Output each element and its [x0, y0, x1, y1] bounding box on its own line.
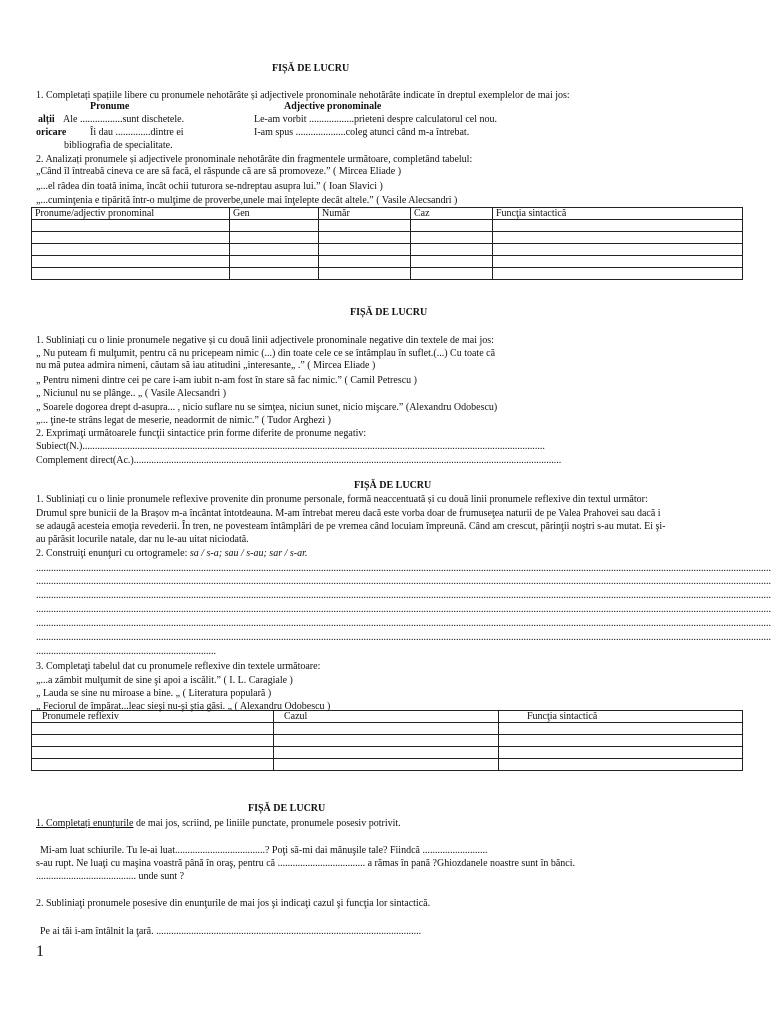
answer-line[interactable]: ......................................................................................................................................................................................................................................................................................................	[36, 576, 771, 587]
table-row	[32, 256, 743, 268]
header-cell: Funcţia sintactică	[493, 208, 743, 220]
header-cell: Pronumele reflexiv	[32, 711, 274, 723]
table-cell[interactable]	[411, 220, 493, 232]
task-1-instruction	[36, 818, 401, 829]
page-number: 1	[36, 943, 44, 960]
table-cell[interactable]	[411, 244, 493, 256]
quote-petrescu: „ Pentru nimeni dintre cei pe care i-am iubit n-am fost în stare să fac nimic.” ( Camil Petrescu )	[36, 375, 417, 386]
table-cell[interactable]	[230, 232, 319, 244]
table-cell[interactable]	[32, 759, 274, 771]
task-2-instruction: 2. Exprimaţi următoarele funcţii sintactice prin forme diferite de pronume negativ:	[36, 428, 367, 439]
table-cell[interactable]	[230, 220, 319, 232]
header-cell: Funcţia sintactică	[499, 711, 743, 723]
exercise-line-4: Pe ai tăi i-am întâlnit la ţară. ..........................................................................................................	[40, 926, 422, 937]
quote-odobescu: „ Feciorul de împărat...leac sieşi nu-şi ştia găsi. „ ( Alexandru Odobescu )	[36, 701, 331, 712]
table-cell[interactable]	[274, 735, 499, 747]
task-2-instruction: 2. Analizați pronumele și adjectivele pronominale nehotărâte din fragmentele următoare, completând tabelul:	[36, 154, 473, 165]
complement-answer-line[interactable]: Complement direct(Ac.)...........................................................................................................................................................................	[36, 455, 562, 466]
example-1-adjective-sentence: Le-am vorbit ..................prieteni despre calculatorul cel nou.	[254, 114, 497, 125]
table-header-row	[32, 711, 743, 723]
table-row	[32, 244, 743, 256]
quote-eliade: „Când îl întreabă cineva ce are să facă, el răspunde că are să promoveze.” ( Mircea Eliade )	[36, 166, 402, 177]
table-cell[interactable]	[493, 232, 743, 244]
example-1-pronoun-sentence: Ale .................sunt dischetele.	[63, 114, 185, 125]
table-cell[interactable]	[499, 747, 743, 759]
reflexive-table	[31, 710, 743, 771]
header-cell: Gen	[230, 208, 319, 220]
table-row	[32, 232, 743, 244]
table-cell[interactable]	[32, 268, 230, 280]
table-cell[interactable]	[499, 723, 743, 735]
table-cell[interactable]	[319, 232, 411, 244]
quote-alecsandri: „ Niciunul nu se plânge.. „ ( Vasile Alecsandri )	[36, 388, 227, 399]
table-cell[interactable]	[32, 723, 274, 735]
quote-odobescu: „ Soarele dogorea drept d-asupra... , nicio suflare nu se simţea, niciun sunet, nicio mişcare.” (Alexandru Odobescu)	[36, 402, 498, 413]
text-paragraph-line-3: au părăsit locurile natale, dar nu le-au uitat niciodată.	[36, 534, 249, 545]
example-2-pronoun-sentence: Îi dau ..............dintre ei	[90, 127, 184, 138]
answer-line[interactable]: ......................................................................................................................................................................................................................................................................................................	[36, 618, 771, 629]
example-word-altii: alții	[38, 114, 55, 125]
table-cell[interactable]	[319, 220, 411, 232]
analysis-table	[31, 207, 743, 280]
table-cell[interactable]	[493, 244, 743, 256]
worksheet-3-title: FIȘĂ DE LUCRU	[354, 480, 432, 491]
task-1-instruction: 1. Completați spațiile libere cu pronumele nehotărâte și adjectivele pronominale nehotărâte indicate în dreptul exemplelor de mai jos:	[36, 90, 570, 101]
text-paragraph-line-2: se adaugă acesteia emoţia revederii. În tren, ne povesteam întâmplări de pe vremea când locuiam împreună. Când am crescut, părinţii noştri s-au mutat. Ei şi-	[36, 521, 666, 532]
table-row	[32, 735, 743, 747]
task-1-label: 1. Completați enunțurile	[36, 818, 134, 829]
table-cell[interactable]	[32, 256, 230, 268]
header-cell: Caz	[411, 208, 493, 220]
worksheet-2-title: FIȘĂ DE LUCRU	[350, 307, 428, 318]
task-1-rest: de mai jos, scriind, pe liniile punctate, pronumele posesiv potrivit.	[133, 818, 401, 829]
table-cell[interactable]	[32, 735, 274, 747]
task-2-instruction	[36, 548, 307, 559]
exercise-line-3: ........................................ unde sunt ?	[36, 871, 185, 882]
table-row	[32, 268, 743, 280]
worksheet-1-title: FIȘĂ DE LUCRU	[272, 63, 350, 74]
answer-line[interactable]: ......................................................................................................................................................................................................................................................................................................	[36, 590, 771, 601]
task-3-instruction: 3. Completaţi tabelul dat cu pronumele reflexive din textele următoare:	[36, 661, 321, 672]
table-row	[32, 747, 743, 759]
header-cell: Cazul	[274, 711, 499, 723]
table-cell[interactable]	[319, 244, 411, 256]
example-2-adjective-sentence: I-am spus ....................coleg atunci când m-a întrebat.	[254, 127, 470, 138]
table-cell[interactable]	[319, 268, 411, 280]
table-cell[interactable]	[319, 256, 411, 268]
answer-line[interactable]: ......................................................................................................................................................................................................................................................................................................	[36, 632, 771, 643]
exercise-line-1: Mi-am luat schiurile. Tu le-ai luat....................................? Poţi să-mi dai mănuşile tale? Fiindcă ..........................	[40, 845, 488, 856]
table-cell[interactable]	[499, 759, 743, 771]
ortograme-list: sa / s-a; sau / s-au; sar / s-ar.	[189, 548, 308, 559]
answer-line-last[interactable]: ........................................................................	[36, 646, 216, 657]
task-1-instruction: 1. Subliniați cu o linie pronumele negative și cu două linii adjectivele pronominale negative din textele de mai jos:	[36, 335, 494, 346]
worksheet-4-title: FIȘĂ DE LUCRU	[248, 803, 326, 814]
header-cell: Pronume/adjectiv pronominal	[32, 208, 230, 220]
example-word-oricare: oricare	[36, 127, 67, 138]
table-cell[interactable]	[32, 244, 230, 256]
text-paragraph-line-1: Drumul spre bunicii de la Brașov m-a încântat întotdeauna. M-am întrebat mereu dacă este vorba doar de frumuseţea naturii de pe Valea Prahovei sau dacă i	[36, 508, 661, 519]
table-row	[32, 723, 743, 735]
example-2-continuation: bibliografia de specialitate.	[64, 140, 173, 151]
table-cell[interactable]	[32, 232, 230, 244]
answer-line[interactable]: ......................................................................................................................................................................................................................................................................................................	[36, 563, 771, 574]
table-cell[interactable]	[411, 256, 493, 268]
quote-eliade-line-2: nu mă putea admira nimeni, căutam să iau atitudini „interesante„ .” ( Mircea Eliade )	[36, 360, 376, 371]
answer-line[interactable]: ......................................................................................................................................................................................................................................................................................................	[36, 604, 771, 615]
table-cell[interactable]	[411, 232, 493, 244]
quote-arghezi: „... ţine-te strâns legat de meserie, neadormit de nimic.” ( Tudor Arghezi )	[36, 415, 332, 426]
table-cell[interactable]	[493, 256, 743, 268]
table-cell[interactable]	[499, 735, 743, 747]
exercise-line-2: s-au rupt. Ne luaţi cu maşina voastră până în oraş, pentru că ................................... a rămas în pană ?Ghiozdanele noastre sunt în bănci.	[36, 858, 576, 869]
table-row	[32, 759, 743, 771]
table-cell[interactable]	[274, 723, 499, 735]
table-cell[interactable]	[32, 747, 274, 759]
quote-alecsandri: „...cuminţenia e tipărită într-o mulţime de proverbe,unele mai înţelepte decât altele.” ( Vasile Alecsandri )	[36, 195, 458, 206]
quote-eliade-line-1: „ Nu puteam fi mulţumit, pentru că nu pricepeam nimic (...) din toate cele ce se întâmplau în suflet.(...) Cu toate că	[36, 348, 496, 359]
quote-literatura-populara: „ Lauda se sine nu miroase a bine. „ ( Literatura populară )	[36, 688, 272, 699]
table-cell[interactable]	[230, 256, 319, 268]
subiect-answer-line[interactable]: Subiect(N.).........................................................................................................................................................................................	[36, 441, 545, 452]
task-2-label: 2. Construiţi enunţuri cu ortogramele:	[36, 548, 190, 559]
quote-caragiale: „...a zâmbit mulţumit de sine şi apoi a iscălit.” ( I. L. Caragiale )	[36, 675, 293, 686]
header-cell: Număr	[319, 208, 411, 220]
column-adjective-label: Adjective pronominale	[284, 101, 382, 112]
quote-slavici: „...el râdea din toată inima, încât ochii tuturora se-ndreptau asupra lui.” ( Ioan Slavici )	[36, 181, 383, 192]
task-2-instruction: 2. Subliniaţi pronumele posesive din enunţurile de mai jos şi indicaţi cazul şi funcţia lor sintactică.	[36, 898, 431, 909]
table-row	[32, 220, 743, 232]
table-cell[interactable]	[274, 759, 499, 771]
table-cell[interactable]	[32, 220, 230, 232]
table-cell[interactable]	[230, 268, 319, 280]
table-cell[interactable]	[274, 747, 499, 759]
table-cell[interactable]	[230, 244, 319, 256]
table-cell[interactable]	[411, 268, 493, 280]
column-pronume-label: Pronume	[90, 101, 130, 112]
table-cell[interactable]	[493, 268, 743, 280]
task-1-instruction: 1. Subliniați cu o linie pronumele reflexive provenite din pronume personale, formă neaccentuată și cu două linii pronumele reflexive din textul următor:	[36, 494, 648, 505]
table-header-row	[32, 208, 743, 220]
table-cell[interactable]	[493, 220, 743, 232]
